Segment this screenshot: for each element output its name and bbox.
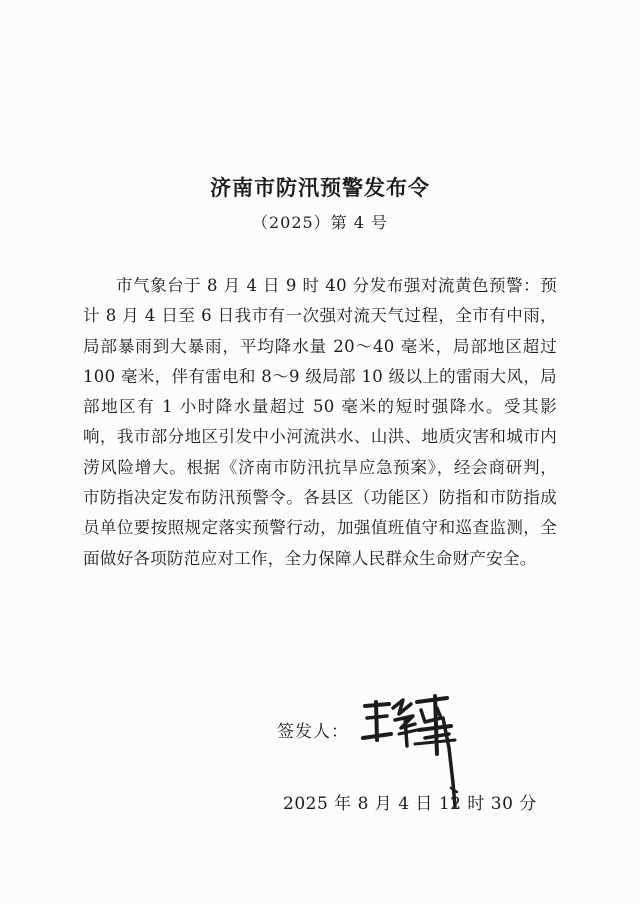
- document-body: 市气象台于 8 月 4 日 9 时 40 分发布强对流黄色预警：预计 8 月 4 日至 6 日我市有一次强对流天气过程，全市有中雨，局部暴雨到大暴雨，平均降水量 20～40 毫米，局部地区超过 100 毫米，伴有雷电和 8～9 级局部 10 级以上的雷雨大风，局部地区有 1 小时降水量超过 50 毫米的短时强降水。受其影响，我市部分地区引发中小河流洪水、山洪、地质灾害和城市内涝风险增大。根据《济南市防汛抗旱应急预案》，经会商研判，市防指决定发布防汛预警令。各县区（功能区）防指和市防指成员单位要按照规定落实预警行动，加强值班值守和巡查监测，全面做好各项防范应对工作，全力保障人民群众生命财产安全。: [83, 276, 557, 568]
- document-title: 济南市防汛预警发布令: [210, 175, 430, 200]
- document-number: （2025）第 4 号: [251, 213, 389, 232]
- issue-date: 2025 年 8 月 4 日 12 时 30 分: [283, 794, 537, 814]
- signer-label: 签发人：: [277, 722, 349, 742]
